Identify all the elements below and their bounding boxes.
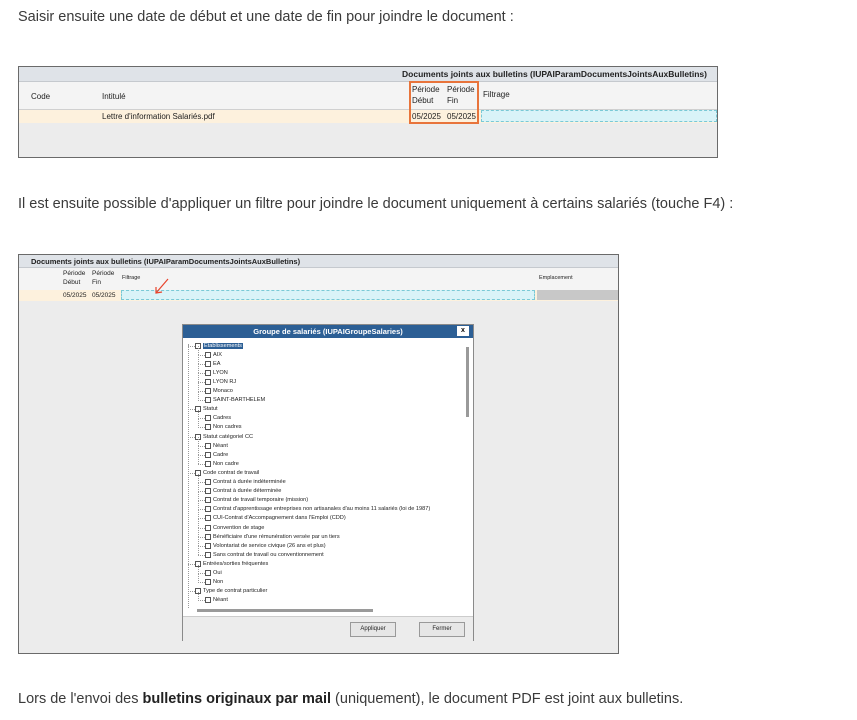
tree-item[interactable] <box>205 350 222 359</box>
tree-item-label: Contrat à durée indéterminée <box>213 479 286 485</box>
tree-item[interactable] <box>205 505 430 514</box>
tree-branch-line <box>198 482 205 483</box>
intro-paragraph: Saisir ensuite une date de début et une date de fin pour joindre le document : <box>18 9 514 25</box>
tree-item-label: Type de contrat particulier <box>203 588 268 595</box>
tree-item[interactable] <box>205 550 324 559</box>
close-button[interactable]: Fermer <box>419 622 465 637</box>
conclusion-prefix: Lors de l'envoi des <box>18 691 143 707</box>
checkbox[interactable] <box>205 570 211 576</box>
tree-item-label: Contrat d'apprentissage entreprises non artisanales d'au moins 11 salariés (loi de 1987) <box>213 506 431 513</box>
tree-item[interactable] <box>205 523 264 532</box>
col-periode-fin[interactable]: Période Fin <box>92 270 115 286</box>
tree-item-label: Non <box>213 579 224 586</box>
col-intitule[interactable]: Intitulé <box>102 92 126 101</box>
tree-branch-line <box>188 346 195 347</box>
tree-branch-line <box>198 355 205 356</box>
tree-item-label: Non cadres <box>213 424 242 431</box>
conclusion-suffix: (uniquement), le document PDF est joint aux bulletins. <box>331 691 684 707</box>
tree-branch-line <box>198 391 205 392</box>
checkbox[interactable] <box>205 361 211 367</box>
tree-item-label: Monaco <box>213 388 233 394</box>
checkbox[interactable] <box>205 370 211 376</box>
tree-item-label: Non cadre <box>213 460 239 467</box>
tree-item-label: Néant <box>213 597 228 604</box>
checkbox[interactable] <box>205 506 211 512</box>
dialog-title: Groupe de salariés (IUPAIGroupeSalaries) <box>253 327 403 336</box>
period-highlight-box <box>409 81 479 124</box>
cell-intitule[interactable]: Lettre d'information Salariés.pdf <box>102 112 215 121</box>
tree-branch-line <box>198 537 205 538</box>
tree-item[interactable] <box>205 532 340 541</box>
cell-filtrage[interactable] <box>121 290 535 300</box>
checkbox[interactable] <box>205 352 211 358</box>
checkbox[interactable] <box>205 579 211 585</box>
tree-branch-line <box>198 418 205 419</box>
tree-branch-line <box>198 400 205 401</box>
tree-item-label: Statut catégoriel CC <box>203 433 254 440</box>
grid-title-bar <box>19 255 618 268</box>
grid-title: Documents joints aux bulletins (IUPAIParamDocumentsJointsAuxBulletins) <box>31 257 301 266</box>
tree-item[interactable] <box>205 596 228 605</box>
tree-item[interactable] <box>205 359 220 368</box>
checkbox[interactable] <box>205 452 211 458</box>
checkbox[interactable] <box>205 443 211 449</box>
tree-group-item[interactable] <box>195 587 267 596</box>
tree-item[interactable] <box>205 459 239 468</box>
checkbox[interactable] <box>205 415 211 421</box>
tree-item[interactable] <box>205 487 281 496</box>
tree-branch-line <box>188 473 195 474</box>
tree-item-label: Cadres <box>213 415 232 422</box>
tree-item-label: Contrat de travail temporaire (mission) <box>213 497 309 504</box>
tree-branch-line <box>188 564 195 565</box>
tree-item-label: Contrat à durée déterminée <box>213 488 282 495</box>
checkbox[interactable] <box>205 488 211 494</box>
group-tree[interactable] <box>185 341 462 611</box>
tree-item-label: LYON <box>213 369 228 376</box>
cell-filtrage[interactable] <box>481 110 717 122</box>
tree-branch-line <box>198 427 205 428</box>
checkbox[interactable] <box>205 525 211 531</box>
cell-debut[interactable]: 05/2025 <box>412 112 441 121</box>
tree-branch-line <box>188 591 195 592</box>
tree-item-label: LYON RJ <box>213 378 237 385</box>
dialog-button-bar <box>183 616 473 641</box>
tree-item-label: CUI-Contrat d'Accompagnement dans l'Emploi (CDD) <box>213 515 346 522</box>
tree-item-label: Sans contrat de travail ou conventionnement <box>213 551 324 558</box>
tree-guide-line <box>188 344 189 608</box>
cell-emplacement[interactable] <box>537 290 618 300</box>
documents-grid-screenshot <box>18 66 718 158</box>
tree-group-item[interactable] <box>195 432 253 441</box>
tree-group-item[interactable] <box>195 468 259 477</box>
tree-item-label: Néant <box>213 442 228 449</box>
checkbox[interactable] <box>205 515 211 521</box>
tree-item-label: Entrées/sorties fréquentes <box>203 560 269 567</box>
tree-item[interactable] <box>205 387 233 396</box>
tree-branch-line <box>198 382 205 383</box>
col-code[interactable]: Code <box>31 92 51 101</box>
checkbox[interactable] <box>205 397 211 403</box>
conclusion-bold: bulletins originaux par mail <box>142 691 332 707</box>
tree-branch-line <box>198 546 205 547</box>
col-periode-fin[interactable]: Période Fin <box>447 85 475 105</box>
tree-item[interactable] <box>205 496 308 505</box>
checkbox[interactable] <box>205 379 211 385</box>
table-row[interactable] <box>19 290 618 301</box>
tree-branch-line <box>198 582 205 583</box>
checkbox[interactable] <box>205 597 211 603</box>
tree-branch-line <box>198 455 205 456</box>
grid-header <box>19 268 618 290</box>
horizontal-scrollbar[interactable] <box>197 609 373 612</box>
filter-screenshot <box>18 254 619 654</box>
tree-item[interactable] <box>205 514 346 523</box>
checkbox[interactable] <box>205 479 211 485</box>
checkbox[interactable] <box>205 552 211 558</box>
tree-item[interactable] <box>205 478 286 487</box>
checkbox[interactable] <box>205 424 211 430</box>
apply-button[interactable]: Appliquer <box>350 622 396 637</box>
tree-item[interactable] <box>205 569 222 578</box>
tree-branch-line <box>198 600 205 601</box>
tree-item-label: Convention de stage <box>213 524 265 531</box>
tree-branch-line <box>198 446 205 447</box>
tree-item-label: SAINT-BARTHELEM <box>213 397 266 404</box>
tree-item[interactable] <box>205 377 236 386</box>
tree-item-label: AIX <box>213 351 223 358</box>
tree-branch-line <box>198 518 205 519</box>
grid-header <box>19 82 717 110</box>
checkbox[interactable] <box>205 543 211 549</box>
tree-item[interactable] <box>205 541 326 550</box>
tree-group-item[interactable] <box>195 341 243 350</box>
col-filtrage[interactable]: Filtrage <box>483 90 510 99</box>
tree-branch-line <box>198 464 205 465</box>
tree-group-item[interactable] <box>195 559 268 568</box>
cell-debut[interactable]: 05/2025 <box>63 292 87 299</box>
checkbox[interactable] <box>205 461 211 467</box>
tree-branch-line <box>198 373 205 374</box>
table-row[interactable] <box>19 110 717 123</box>
tree-branch-line <box>188 437 195 438</box>
tree-item-label: Statut <box>203 406 218 413</box>
tree-branch-line <box>198 491 205 492</box>
tree-item[interactable] <box>205 450 228 459</box>
cell-fin[interactable]: 05/2025 <box>447 112 476 121</box>
arrow-icon <box>153 277 173 297</box>
tree-item-label: Etablissements <box>204 342 242 349</box>
tree-branch-line <box>198 509 205 510</box>
tree-branch-line <box>198 555 205 556</box>
close-icon[interactable]: x <box>457 326 469 336</box>
tree-branch-line <box>198 364 205 365</box>
tree-item[interactable] <box>205 441 228 450</box>
tree-item[interactable] <box>205 423 242 432</box>
employee-group-dialog <box>182 324 474 641</box>
col-emplacement[interactable]: Emplacement <box>539 275 573 281</box>
grid-title-bar <box>19 67 717 82</box>
grid-title: Documents joints aux bulletins (IUPAIParamDocumentsJointsAuxBulletins) <box>402 69 707 79</box>
tree-item-label: Volontariat de service civique (26 ans et plus) <box>213 542 326 549</box>
col-periode-debut[interactable]: Période Début <box>412 85 440 105</box>
tree-item[interactable] <box>205 396 265 405</box>
tree-item-label: EA <box>213 360 221 367</box>
tree-item-label: Cadre <box>213 451 229 458</box>
dialog-title-bar <box>183 325 473 338</box>
checkbox[interactable] <box>205 497 211 503</box>
tree-item[interactable] <box>205 368 228 377</box>
tree-branch-line <box>198 528 205 529</box>
cell-fin[interactable]: 05/2025 <box>92 292 116 299</box>
tree-item[interactable] <box>205 578 223 587</box>
checkbox[interactable] <box>205 534 211 540</box>
tree-item-label: Code contrat de travail <box>203 469 260 476</box>
conclusion-paragraph <box>18 691 683 707</box>
col-filtrage[interactable]: Filtrage <box>122 275 141 281</box>
tree-item-label: Oui <box>213 570 222 576</box>
tree-item[interactable] <box>205 414 231 423</box>
vertical-scrollbar[interactable] <box>466 347 469 417</box>
col-periode-debut[interactable]: Période Début <box>63 270 86 286</box>
filter-paragraph: Il est ensuite possible d'appliquer un filtre pour joindre le document uniquement à certains salariés (touche F4) : <box>18 196 734 212</box>
tree-branch-line <box>198 500 205 501</box>
checkbox[interactable] <box>205 388 211 394</box>
tree-item-label: Bénéficiaire d'une rémunération versée par un tiers <box>213 533 340 540</box>
tree-branch-line <box>188 409 195 410</box>
tree-branch-line <box>198 573 205 574</box>
